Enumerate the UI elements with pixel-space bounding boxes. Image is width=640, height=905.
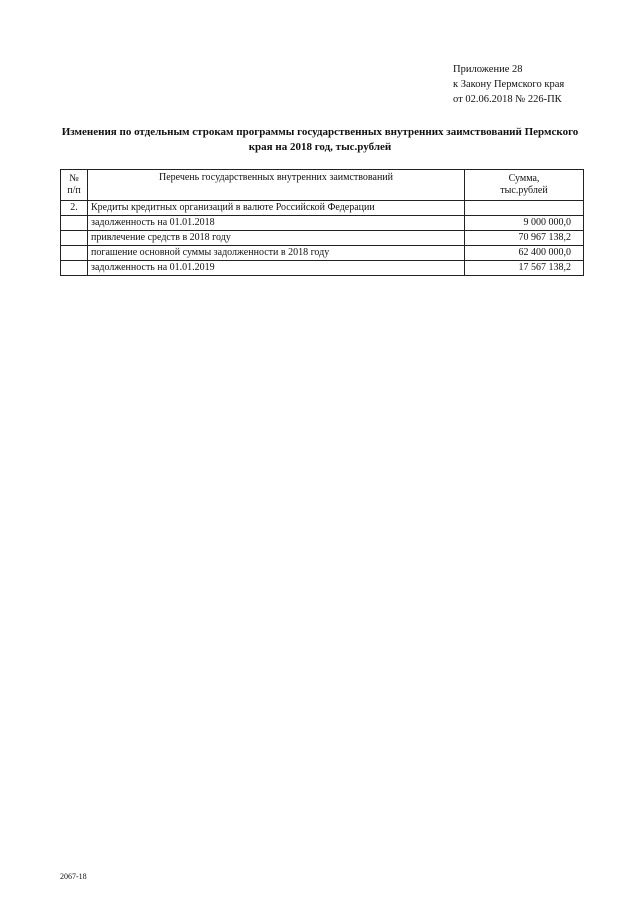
- appendix-header: [453, 62, 564, 107]
- row-sum: 9 000 000,0: [465, 216, 584, 231]
- row-name: погашение основной суммы задолженности в 2018 году: [88, 246, 465, 261]
- table-row: [61, 201, 584, 216]
- row-number: 2.: [61, 201, 88, 216]
- row-name: задолженность на 01.01.2018: [88, 216, 465, 231]
- table-row: [61, 231, 584, 246]
- document-title: [50, 125, 590, 155]
- appendix-number: Приложение 28: [453, 64, 523, 75]
- header-sum-unit: тыс.рублей: [500, 185, 548, 196]
- document-title-line-2: края на 2018 год, тыс.рублей: [248, 141, 392, 153]
- table-row: [61, 261, 584, 276]
- header-borrowings-list: Перечень государственных внутренних заимствований: [88, 170, 465, 201]
- table-row: [61, 216, 584, 231]
- row-number: [61, 216, 88, 231]
- table-row: [61, 246, 584, 261]
- row-sum: [465, 201, 584, 216]
- row-name: привлечение средств в 2018 году: [88, 231, 465, 246]
- borrowings-table: [60, 169, 584, 276]
- header-sum: [465, 170, 584, 201]
- row-sum: 17 567 138,2: [465, 261, 584, 276]
- row-name: задолженность на 01.01.2019: [88, 261, 465, 276]
- row-number: [61, 261, 88, 276]
- header-number: [61, 170, 88, 201]
- header-sum-label: Сумма,: [508, 173, 540, 184]
- header-number-symbol: №: [69, 173, 79, 184]
- document-title-line-1: Изменения по отдельным строкам программы государственных внутренних заимствований Пермского: [61, 126, 579, 138]
- document-code: 2067-18: [60, 872, 87, 881]
- header-number-pp: п/п: [67, 185, 81, 196]
- row-number: [61, 231, 88, 246]
- row-sum: 62 400 000,0: [465, 246, 584, 261]
- appendix-law-date: от 02.06.2018 № 226-ПК: [453, 94, 562, 105]
- table-header-row: [61, 170, 584, 201]
- row-sum: 70 967 138,2: [465, 231, 584, 246]
- appendix-law-reference: к Закону Пермского края: [453, 79, 565, 90]
- row-number: [61, 246, 88, 261]
- row-name: Кредиты кредитных организаций в валюте Российской Федерации: [88, 201, 465, 216]
